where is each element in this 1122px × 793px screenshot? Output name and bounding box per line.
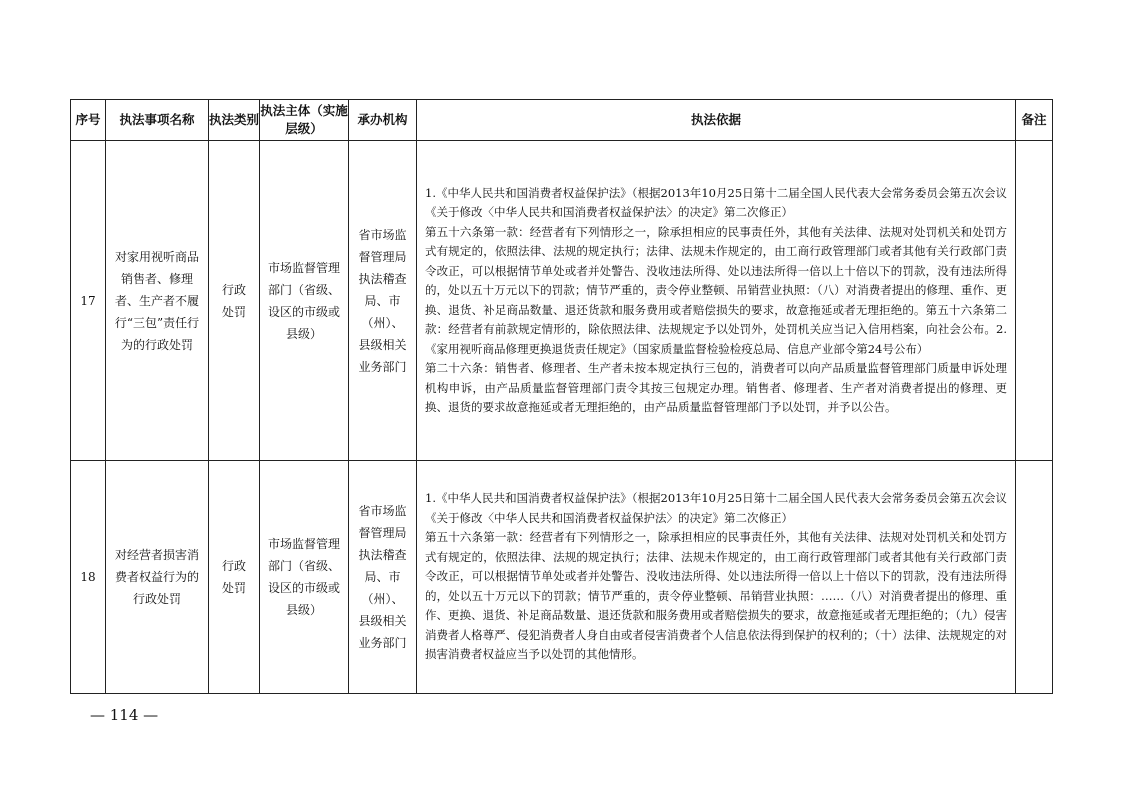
header-remark: 备注: [1016, 100, 1053, 141]
row-agency: 省市场监督管理局执法稽查局、市（州）、县级相关业务部门: [349, 141, 417, 461]
row-subject: 市场监督管理部门（省级、设区的市级或县级）: [260, 141, 349, 461]
row-subject: 市场监督管理部门（省级、设区的市级或县级）: [260, 461, 349, 694]
enforcement-table: [70, 99, 1053, 694]
basis-paragraph: 第五十六条第一款：经营者有下列情形之一，除承担相应的民事责任外，其他有关法律、法规对处罚机关和处罚方式有规定的，依照法律、法规的规定执行；法律、法规未作规定的，由工商行政管理部门或者其他有关行政部门责令改正，可以根据情节单处或者并处警告、没收违法所得、处以违法所得一倍以上十倍以下的罚款，没有违法所得的，处以五十万元以下的罚款；情节严重的，责令停业整顿、吊销营业执照：（八）对消费者提出的修理、重作、更换、退货、补足商品数量、退还货款和服务费用或者赔偿损失的要求，故意拖延或者无理拒绝的。第五十六条第二款：经营者有前款规定情形的，除依照法律、法规规定予以处罚外，处罚机关应当记入信用档案，向社会公布。2.《家用视听商品修理更换退货责任规定》（国家质量监督检验检疫总局、信息产业部令第24号公布）: [425, 224, 1007, 356]
table-row: [71, 141, 1053, 461]
header-name: 执法事项名称: [106, 100, 209, 141]
row-category: 行政处罚: [209, 461, 260, 694]
row-remark: [1016, 461, 1053, 694]
header-agency: 承办机构: [349, 100, 417, 141]
table-row: [71, 461, 1053, 694]
row-basis: [417, 141, 1016, 461]
row-item-name: 对家用视听商品销售者、修理者、生产者不履行“三包”责任行为的行政处罚: [106, 141, 209, 461]
row-basis: [417, 461, 1016, 694]
row-seq: 18: [71, 461, 106, 694]
header-seq: 序号: [71, 100, 106, 141]
page-number: — 114 —: [90, 706, 159, 724]
basis-paragraph: 第五十六条第一款：经营者有下列情形之一，除承担相应的民事责任外，其他有关法律、法规对处罚机关和处罚方式有规定的，依照法律、法规的规定执行；法律、法规未作规定的，由工商行政管理部门或者其他有关行政部门责令改正，可以根据情节单处或者并处警告、没收违法所得、处以违法所得一倍以上十倍以下的罚款，没有违法所得的，处以五十万元以下的罚款；情节严重的，责令停业整顿、吊销营业执照：……（八）对消费者提出的修理、重作、更换、退货、补足商品数量、退还货款和服务费用或者赔偿损失的要求，故意拖延或者无理拒绝的；（九）侵害消费者人格尊严、侵犯消费者人身自由或者侵害消费者个人信息依法得到保护的权利的；（十）法律、法规规定的对损害消费者权益应当予以处罚的其他情形。: [425, 530, 1007, 662]
row-remark: [1016, 141, 1053, 461]
row-item-name: 对经营者损害消费者权益行为的行政处罚: [106, 461, 209, 694]
basis-paragraph: 1.《中华人民共和国消费者权益保护法》（根据2013年10月25日第十二届全国人民代表大会常务委员会第五次会议《关于修改〈中华人民共和国消费者权益保护法〉的决定》第二次修正）: [425, 185, 1007, 219]
row-category: 行政处罚: [209, 141, 260, 461]
row-agency: 省市场监督管理局执法稽查局、市（州）、县级相关业务部门: [349, 461, 417, 694]
basis-paragraph: 1.《中华人民共和国消费者权益保护法》（根据2013年10月25日第十二届全国人民代表大会常务委员会第五次会议《关于修改〈中华人民共和国消费者权益保护法〉的决定》第二次修正）: [425, 491, 1007, 525]
header-basis: 执法依据: [417, 100, 1016, 141]
header-category: 执法类别: [209, 100, 260, 141]
header-subject: 执法主体（实施层级）: [260, 100, 349, 141]
basis-paragraph: 第二十六条：销售者、修理者、生产者未按本规定执行三包的，消费者可以向产品质量监督管理部门质量申诉处理机构申诉，由产品质量监督管理部门责令其按三包规定办理。销售者、修理者、生产者对消费者提出的修理、更换、退货的要求故意拖延或者无理拒绝的，由产品质量监督管理部门予以处罚，并予以公告。: [425, 361, 1007, 414]
header-row: [71, 100, 1053, 141]
row-seq: 17: [71, 141, 106, 461]
